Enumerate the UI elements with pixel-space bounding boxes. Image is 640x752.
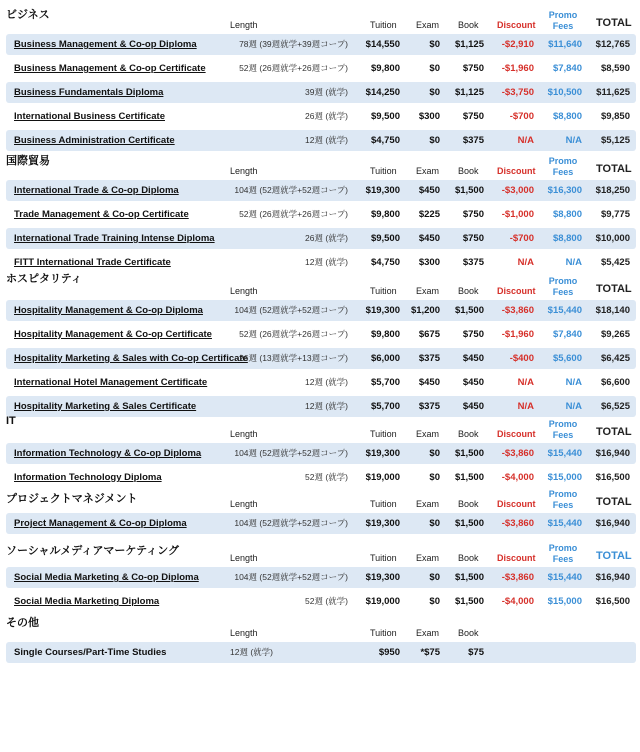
- total-value: $9,850: [600, 111, 630, 122]
- tuition-value: $19,300: [365, 572, 400, 583]
- program-link[interactable]: Project Management & Co-op Diploma: [14, 518, 187, 529]
- discount-value: -$400: [509, 353, 534, 364]
- book-value: $1,500: [454, 472, 484, 483]
- header-tuition: Tuition: [370, 20, 397, 30]
- tuition-value: $9,800: [370, 63, 400, 74]
- program-link: Single Courses/Part-Time Studies: [14, 647, 167, 658]
- header-discount: Discount: [497, 553, 536, 563]
- book-value: $1,500: [454, 185, 484, 196]
- program-link[interactable]: Social Media Marketing Diploma: [14, 596, 160, 607]
- promo-value: $10,500: [547, 87, 582, 98]
- header-promo: Promo Fees: [548, 276, 578, 297]
- header-tuition: Tuition: [370, 166, 397, 176]
- header-book: Book: [458, 499, 479, 509]
- table-row: [6, 567, 636, 588]
- header-length: Length: [230, 553, 258, 563]
- program-length: 104週 (52週就学+52週コープ): [234, 185, 348, 195]
- table-row: [6, 467, 636, 488]
- book-value: $450: [462, 353, 484, 364]
- header-promo: Promo Fees: [548, 489, 578, 510]
- book-value: $750: [462, 329, 484, 340]
- tuition-value: $19,000: [365, 472, 400, 483]
- promo-value: $7,840: [552, 329, 582, 340]
- program-link[interactable]: Hospitality Management & Co-op Diploma: [14, 305, 203, 316]
- exam-value: $300: [418, 257, 440, 268]
- header-total: TOTAL: [596, 163, 632, 175]
- promo-value: $15,440: [547, 518, 582, 529]
- section-0: [0, 4, 640, 144]
- header-promo: Promo Fees: [548, 543, 578, 564]
- section-title: 国際貿易: [6, 155, 50, 167]
- header-exam: Exam: [416, 429, 440, 439]
- header-total: TOTAL: [596, 426, 632, 438]
- program-link[interactable]: Social Media Marketing & Co-op Diploma: [14, 572, 199, 583]
- header-tuition: Tuition: [370, 286, 397, 296]
- program-length: 78週 (39週就学+39週コープ): [239, 39, 348, 49]
- program-link[interactable]: Trade Management & Co-op Certificate: [14, 209, 189, 220]
- book-value: $750: [462, 111, 484, 122]
- exam-value: $1,200: [410, 305, 440, 316]
- total-value: $6,425: [600, 353, 630, 364]
- book-value: $1,500: [454, 448, 484, 459]
- total-value: $16,500: [595, 596, 630, 607]
- header-promo: Promo Fees: [548, 419, 578, 440]
- header-exam: Exam: [416, 286, 440, 296]
- promo-value: $11,640: [548, 39, 582, 50]
- section-title: IT: [6, 415, 16, 427]
- table-row: [6, 443, 636, 464]
- header-total: TOTAL: [596, 17, 632, 29]
- table-row: [6, 642, 636, 663]
- book-value: $750: [462, 209, 484, 220]
- total-value: $6,525: [600, 401, 630, 412]
- total-value: $16,940: [595, 448, 630, 459]
- program-length: 52週 (26週就学+26週コープ): [239, 209, 348, 219]
- total-value: $6,600: [600, 377, 630, 388]
- total-value: $16,940: [595, 518, 630, 529]
- discount-value: -$700: [509, 233, 534, 244]
- program-length: 12週 (就学): [305, 257, 348, 267]
- program-length: 26週 (就学): [305, 111, 348, 121]
- total-value: $16,500: [595, 472, 630, 483]
- exam-value: $0: [429, 596, 440, 607]
- discount-value: -$3,860: [501, 448, 534, 459]
- program-length: 39週 (就学): [305, 87, 348, 97]
- program-length: 52週 (26週就学+26週コープ): [239, 63, 348, 73]
- total-value: $9,775: [600, 209, 630, 220]
- promo-value: $15,440: [547, 305, 582, 316]
- discount-value: N/A: [517, 135, 534, 146]
- header-book: Book: [458, 166, 479, 176]
- program-length: 52週 (就学): [305, 472, 348, 482]
- exam-value: $0: [429, 572, 440, 583]
- table-row: [6, 324, 636, 345]
- book-value: $1,500: [454, 572, 484, 583]
- table-row: [6, 106, 636, 127]
- discount-value: -$3,750: [501, 87, 534, 98]
- section-title: ソーシャルメディアマーケティング: [6, 545, 180, 557]
- section-6: [0, 612, 640, 752]
- total-value: $16,940: [595, 572, 630, 583]
- table-row: [6, 513, 636, 534]
- table-row: [6, 372, 636, 393]
- exam-value: $375: [418, 353, 440, 364]
- header-book: Book: [458, 553, 479, 563]
- tuition-value: $9,800: [370, 209, 400, 220]
- promo-value: $8,800: [552, 111, 582, 122]
- discount-value: N/A: [517, 257, 534, 268]
- exam-value: *$75: [420, 647, 440, 658]
- promo-value: $8,800: [552, 233, 582, 244]
- exam-value: $0: [429, 518, 440, 529]
- exam-value: $0: [429, 87, 440, 98]
- discount-value: -$1,000: [501, 209, 534, 220]
- book-value: $1,500: [454, 596, 484, 607]
- discount-value: -$700: [509, 111, 534, 122]
- total-value: $5,425: [600, 257, 630, 268]
- tuition-value: $950: [378, 647, 400, 658]
- table-row: [6, 228, 636, 249]
- header-tuition: Tuition: [370, 499, 397, 509]
- header-length: Length: [230, 628, 258, 638]
- program-length: 52週 (就学): [305, 596, 348, 606]
- total-value: $9,265: [600, 329, 630, 340]
- table-row: [6, 348, 636, 369]
- header-length: Length: [230, 166, 258, 176]
- program-link[interactable]: International Trade Training Intense Diploma: [14, 233, 215, 244]
- book-value: $1,125: [454, 87, 484, 98]
- header-length: Length: [230, 499, 258, 509]
- program-length: 104週 (52週就学+52週コープ): [234, 518, 348, 528]
- total-value: $18,250: [595, 185, 630, 196]
- tuition-value: $9,500: [370, 111, 400, 122]
- tuition-value: $19,300: [365, 518, 400, 529]
- exam-value: $0: [429, 39, 440, 50]
- tuition-value: $6,000: [370, 353, 400, 364]
- header-tuition: Tuition: [370, 553, 397, 563]
- promo-value: $16,300: [547, 185, 582, 196]
- header-promo: Promo Fees: [548, 156, 578, 177]
- header-length: Length: [230, 429, 258, 439]
- header-total: TOTAL: [596, 283, 632, 295]
- discount-value: -$2,910: [501, 39, 534, 50]
- book-value: $1,125: [454, 39, 484, 50]
- table-row: [6, 300, 636, 321]
- header-discount: Discount: [497, 20, 536, 30]
- program-link[interactable]: Hospitality Marketing & Sales with Co-op Certificate: [14, 353, 248, 364]
- header-discount: Discount: [497, 286, 536, 296]
- total-value: $8,590: [600, 63, 630, 74]
- program-length: 104週 (52週就学+52週コープ): [234, 305, 348, 315]
- discount-value: -$4,000: [501, 472, 534, 483]
- table-row: [6, 180, 636, 201]
- promo-value: $8,800: [552, 209, 582, 220]
- book-value: $375: [462, 257, 484, 268]
- book-value: $450: [462, 401, 484, 412]
- tuition-value: $19,300: [365, 448, 400, 459]
- total-value: $5,125: [600, 135, 630, 146]
- program-length: 104週 (52週就学+52週コープ): [234, 572, 348, 582]
- tuition-value: $19,300: [365, 185, 400, 196]
- discount-value: -$3,860: [501, 305, 534, 316]
- table-row: [6, 58, 636, 79]
- table-row: [6, 82, 636, 103]
- discount-value: -$4,000: [501, 596, 534, 607]
- exam-value: $375: [418, 401, 440, 412]
- program-length: 12週 (就学): [305, 401, 348, 411]
- program-link[interactable]: Hospitality Marketing & Sales Certificate: [14, 401, 197, 412]
- exam-value: $0: [429, 135, 440, 146]
- header-tuition: Tuition: [370, 628, 397, 638]
- section-title: プロジェクトマネジメント: [6, 493, 138, 505]
- exam-value: $300: [418, 111, 440, 122]
- header-exam: Exam: [416, 553, 440, 563]
- book-value: $750: [462, 233, 484, 244]
- promo-value: $7,840: [552, 63, 582, 74]
- header-discount: Discount: [497, 429, 536, 439]
- program-length: 104週 (52週就学+52週コープ): [234, 448, 348, 458]
- program-link[interactable]: International Trade & Co-op Diploma: [14, 185, 179, 196]
- book-value: $75: [468, 647, 484, 658]
- header-exam: Exam: [416, 499, 440, 509]
- program-link[interactable]: Hospitality Management & Co-op Certificate: [14, 329, 212, 340]
- book-value: $450: [462, 377, 484, 388]
- section-title: ビジネス: [6, 9, 50, 21]
- exam-value: $0: [429, 63, 440, 74]
- section-title: ホスピタリティ: [6, 273, 82, 285]
- program-length: 12週 (就学): [305, 377, 348, 387]
- table-row: [6, 34, 636, 55]
- promo-value: $15,000: [547, 596, 582, 607]
- discount-value: -$1,960: [501, 329, 534, 340]
- book-value: $1,500: [454, 305, 484, 316]
- header-promo: Promo Fees: [548, 10, 578, 31]
- discount-value: N/A: [517, 401, 534, 412]
- tuition-value: $4,750: [370, 257, 400, 268]
- tuition-value: $5,700: [370, 377, 400, 388]
- exam-value: $225: [418, 209, 440, 220]
- section-2: [0, 268, 640, 412]
- total-value: $11,625: [596, 87, 630, 98]
- program-link[interactable]: Business Fundamentals Diploma: [14, 87, 164, 98]
- program-length: 12週 (就学): [230, 647, 273, 657]
- exam-value: $450: [418, 377, 440, 388]
- section-title: その他: [6, 617, 39, 629]
- program-length: 26週 (就学): [305, 233, 348, 243]
- program-length: 52週 (26週就学+26週コープ): [239, 329, 348, 339]
- header-exam: Exam: [416, 628, 440, 638]
- promo-value: N/A: [565, 377, 582, 388]
- discount-value: -$3,860: [501, 518, 534, 529]
- book-value: $750: [462, 63, 484, 74]
- program-link[interactable]: Information Technology & Co-op Diploma: [14, 448, 202, 459]
- tuition-value: $14,250: [365, 87, 400, 98]
- header-book: Book: [458, 628, 479, 638]
- header-total: TOTAL: [596, 550, 632, 562]
- program-link[interactable]: Business Administration Certificate: [14, 135, 175, 146]
- discount-value: -$3,000: [501, 185, 534, 196]
- tuition-value: $19,300: [365, 305, 400, 316]
- exam-value: $0: [429, 448, 440, 459]
- promo-value: N/A: [565, 135, 582, 146]
- header-length: Length: [230, 286, 258, 296]
- exam-value: $450: [418, 185, 440, 196]
- program-link[interactable]: International Business Certificate: [14, 111, 165, 122]
- exam-value: $675: [418, 329, 440, 340]
- program-length: 12週 (就学): [305, 135, 348, 145]
- tuition-value: $5,700: [370, 401, 400, 412]
- tuition-value: $19,000: [365, 596, 400, 607]
- header-book: Book: [458, 286, 479, 296]
- table-row: [6, 591, 636, 612]
- program-link[interactable]: International Hotel Management Certificate: [14, 377, 208, 388]
- program-link[interactable]: Information Technology Diploma: [14, 472, 162, 483]
- program-link[interactable]: FITT International Trade Certificate: [14, 257, 171, 268]
- total-value: $18,140: [595, 305, 630, 316]
- tuition-value: $4,750: [370, 135, 400, 146]
- header-book: Book: [458, 20, 479, 30]
- promo-value: $15,440: [547, 572, 582, 583]
- program-length: 26週 (13週就学+13週コープ): [239, 353, 348, 363]
- header-total: TOTAL: [596, 496, 632, 508]
- discount-value: -$1,960: [501, 63, 534, 74]
- promo-value: N/A: [565, 257, 582, 268]
- program-link[interactable]: Business Management & Co-op Certificate: [14, 63, 206, 74]
- tuition-value: $14,550: [365, 39, 400, 50]
- tuition-value: $9,500: [370, 233, 400, 244]
- exam-value: $0: [429, 472, 440, 483]
- table-row: [6, 130, 636, 151]
- discount-value: -$3,860: [501, 572, 534, 583]
- header-exam: Exam: [416, 20, 440, 30]
- discount-value: N/A: [517, 377, 534, 388]
- promo-value: $15,000: [547, 472, 582, 483]
- header-length: Length: [230, 20, 258, 30]
- book-value: $1,500: [454, 518, 484, 529]
- header-discount: Discount: [497, 499, 536, 509]
- book-value: $375: [462, 135, 484, 146]
- header-tuition: Tuition: [370, 429, 397, 439]
- promo-value: N/A: [565, 401, 582, 412]
- total-value: $10,000: [595, 233, 630, 244]
- promo-value: $5,600: [552, 353, 582, 364]
- total-value: $12,765: [595, 39, 630, 50]
- exam-value: $450: [418, 233, 440, 244]
- promo-value: $15,440: [547, 448, 582, 459]
- header-exam: Exam: [416, 166, 440, 176]
- header-discount: Discount: [497, 166, 536, 176]
- header-book: Book: [458, 429, 479, 439]
- tuition-value: $9,800: [370, 329, 400, 340]
- program-link[interactable]: Business Management & Co-op Diploma: [14, 39, 197, 50]
- table-row: [6, 204, 636, 225]
